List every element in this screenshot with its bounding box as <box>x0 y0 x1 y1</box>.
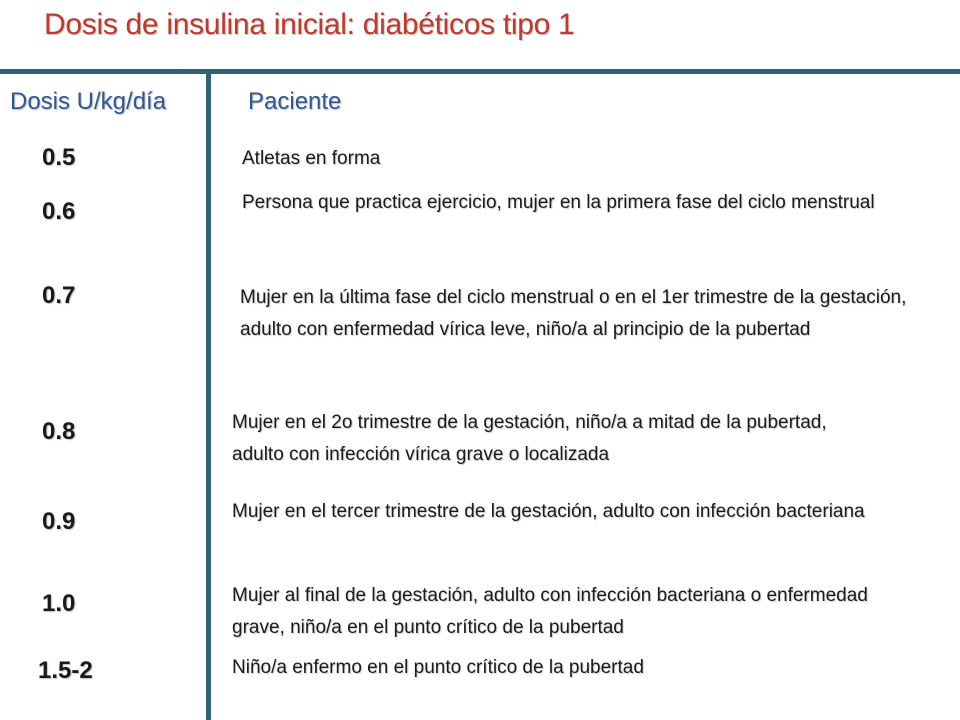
slide-title: Dosis de insulina inicial: diabéticos tipo 1 <box>44 8 575 41</box>
patient-description: Mujer en el tercer trimestre de la gestación, adulto con infección bacteriana <box>232 501 865 522</box>
header-divider <box>0 69 960 74</box>
patient-description: Atletas en forma <box>242 148 381 169</box>
dose-value: 0.6 <box>42 198 76 225</box>
patient-column-header: Paciente <box>248 88 342 115</box>
dose-column-header: Dosis U/kg/día <box>10 88 167 115</box>
dose-value: 0.5 <box>42 144 76 171</box>
patient-description: Persona que practica ejercicio, mujer en la primera fase del ciclo menstrual <box>242 192 875 213</box>
dose-value: 1.5-2 <box>38 657 93 684</box>
patient-description: Mujer en la última fase del ciclo menstrual o en el 1er trimestre de la gestación, adulto con enfermedad vírica leve, niño/a al principio de la pubertad <box>240 287 907 340</box>
patient-description: Mujer en el 2o trimestre de la gestación, niño/a a mitad de la pubertad, adulto con infección vírica grave o localizada <box>232 412 827 465</box>
dose-value: 1.0 <box>42 590 76 617</box>
dose-value: 0.9 <box>42 508 76 535</box>
dose-value: 0.8 <box>42 418 76 445</box>
patient-description: Mujer al final de la gestación, adulto con infección bacteriana o enfermedad grave, niño/a en el punto crítico de la pubertad <box>232 585 868 638</box>
dose-value: 0.7 <box>42 282 76 309</box>
column-divider <box>206 74 211 720</box>
patient-description: Niño/a enfermo en el punto crítico de la pubertad <box>232 657 644 678</box>
